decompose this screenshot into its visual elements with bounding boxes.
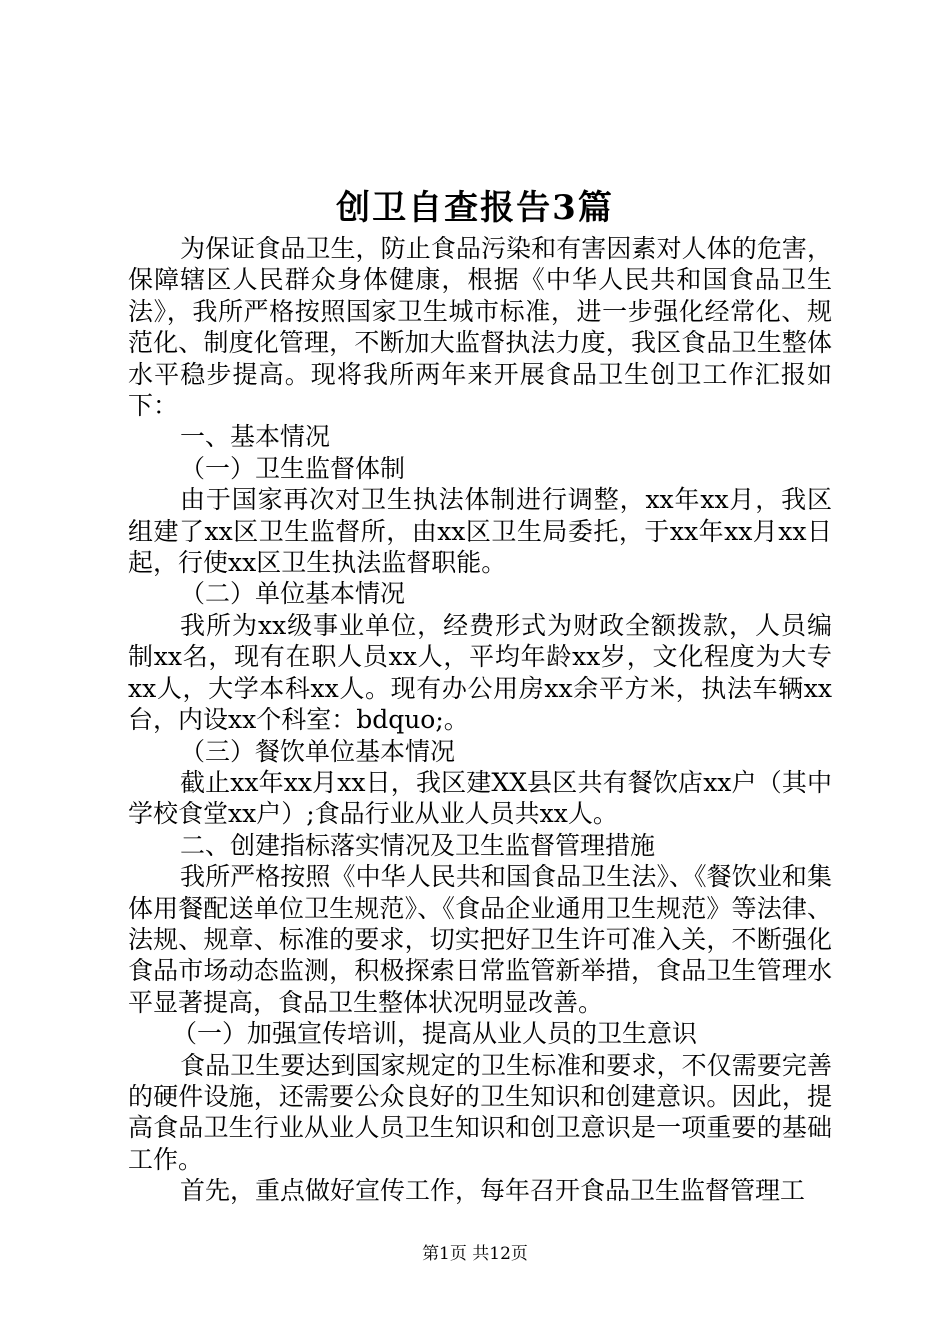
paragraph: 截止xx年xx月xx日，我区建XX县区共有餐饮店xx户（其中学校食堂xx户）;食品行业从业人员共xx人。: [128, 767, 832, 829]
paragraph: 一、基本情况: [180, 422, 331, 452]
paragraph: 食品卫生要达到国家规定的卫生标准和要求，不仅需要完善的硬件设施，还需要公众良好的卫生知识和创建意识。因此，提高食品卫生行业从业人员卫生知识和创卫意识是一项重要的基础工作。: [128, 1050, 832, 1174]
paragraph: 我所为xx级事业单位，经费形式为财政全额拨款，人员编制xx名，现有在职人员xx人，平均年龄xx岁，文化程度为大专xx人，大学本科xx人。现有办公用房xx余平方米，执法车辆xx台，内设xx个科室：bdquo;。: [128, 610, 832, 735]
paragraph: （三）餐饮单位基本情况: [180, 736, 456, 766]
paragraph: （一）卫生监督体制: [180, 453, 406, 483]
paragraph: 为保证食品卫生，防止食品污染和有害因素对人体的危害，保障辖区人民群众身体健康，根据《中华人民共和国食品卫生法》，我所严格按照国家卫生城市标准，进一步强化经常化、规范化、制度化管理，不断加大监督执法力度，我区食品卫生整体水平稳步提高。现将我所两年来开展食品卫生创卫工作汇报如下：: [128, 234, 832, 421]
paragraph: 由于国家再次对卫生执法体制进行调整，xx年xx月，我区组建了xx区卫生监督所，由xx区卫生局委托，于xx年xx月xx日起，行使xx区卫生执法监督职能。: [128, 485, 832, 578]
paragraph: （二）单位基本情况: [180, 579, 406, 609]
page-footer: 第1页 共12页: [422, 1244, 528, 1264]
document-body: [128, 233, 832, 1207]
paragraph: 我所严格按照《中华人民共和国食品卫生法》、《餐饮业和集体用餐配送单位卫生规范》、《食品企业通用卫生规范》等法律、法规、规章、标准的要求，切实把好卫生许可准入关，不断强化食品市场动态监测，积极探索日常监管新举措，食品卫生管理水平显著提高，食品卫生整体状况明显改善。: [128, 862, 832, 1017]
document-title: 创卫自查报告3篇: [336, 188, 614, 228]
paragraph: 二、创建指标落实情况及卫生监督管理措施: [180, 830, 656, 860]
paragraph: 首先，重点做好宣传工作，每年召开食品卫生监督管理工: [180, 1176, 806, 1206]
paragraph: （一）加强宣传培训，提高从业人员的卫生意识: [172, 1019, 698, 1049]
